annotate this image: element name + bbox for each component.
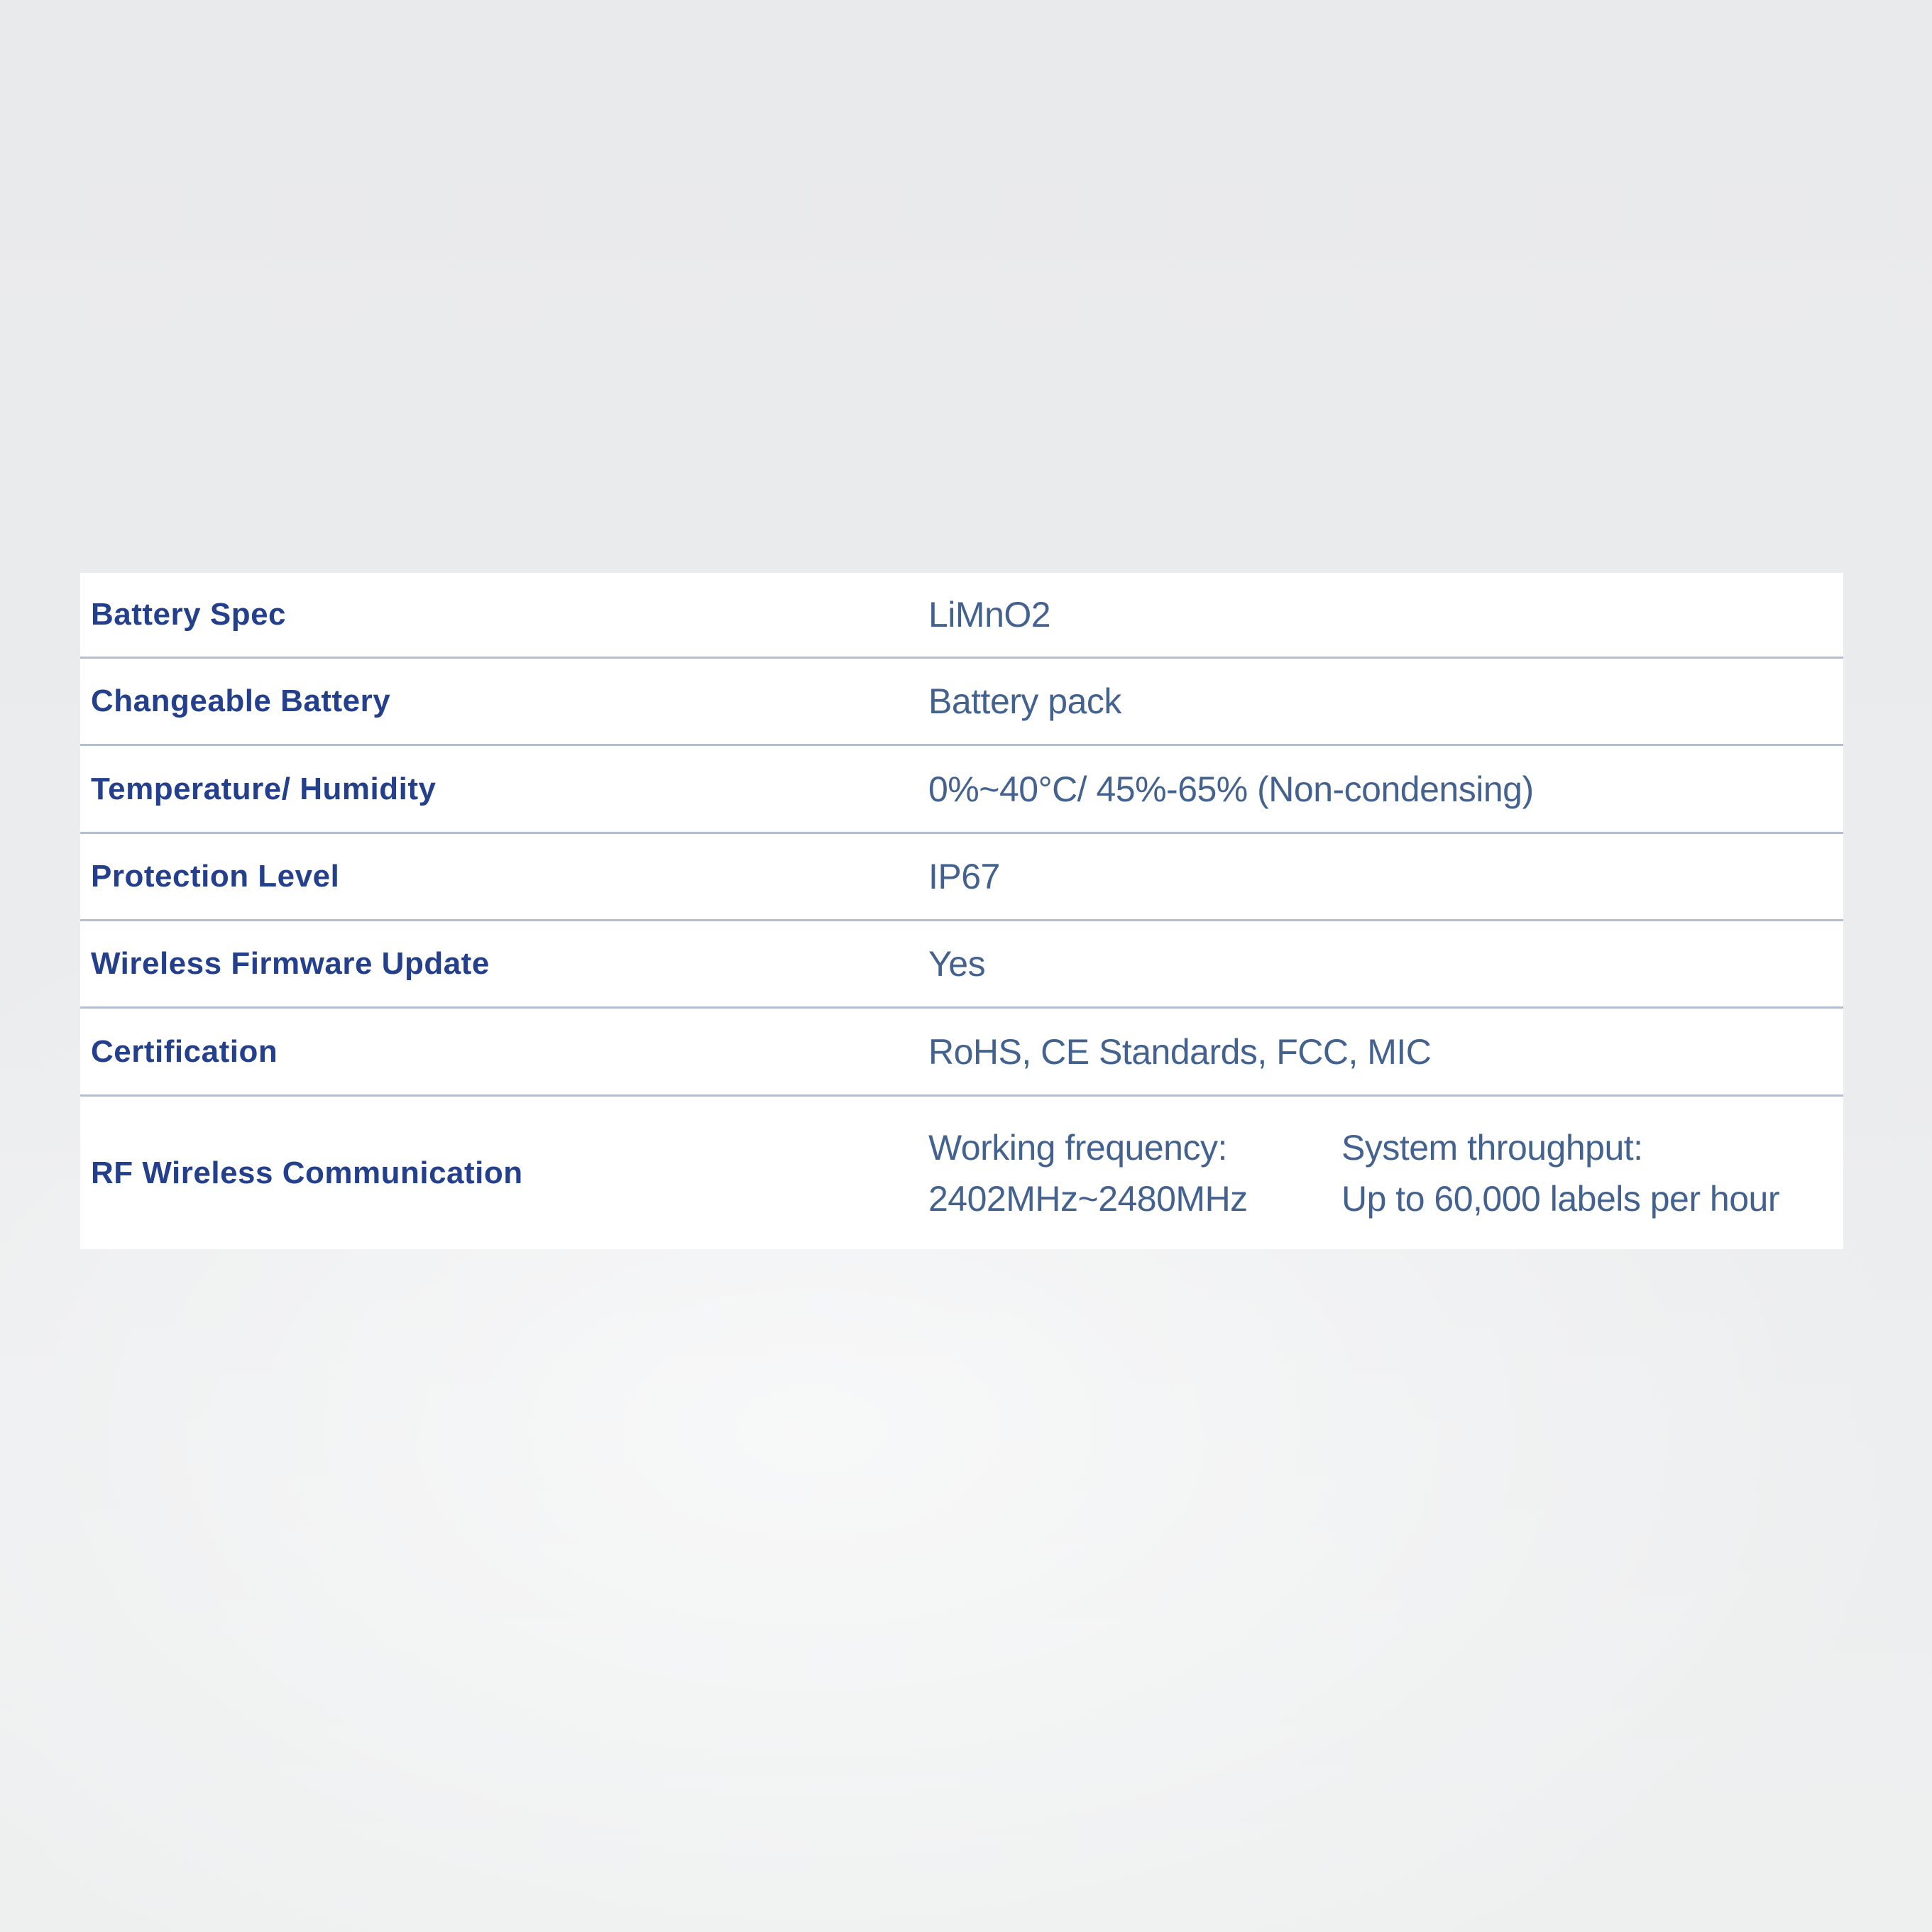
spec-value-changeable-battery: Battery pack — [928, 681, 1121, 721]
table-row — [80, 573, 1843, 657]
table-row — [80, 1006, 1843, 1094]
table-row — [80, 832, 1843, 919]
spec-label-protection-level: Protection Level — [91, 859, 340, 894]
spec-value-rf-wireless-communication — [928, 1122, 1843, 1224]
spec-label-rf-wireless-communication: RF Wireless Communication — [91, 1155, 523, 1190]
spec-value-certification: RoHS, CE Standards, FCC, MIC — [928, 1031, 1432, 1072]
working-frequency-block — [928, 1122, 1341, 1224]
system-throughput-value: Up to 60,000 labels per hour — [1341, 1178, 1779, 1219]
spec-label-changeable-battery: Changeable Battery — [91, 684, 391, 718]
table-row — [80, 1094, 1843, 1249]
working-frequency-label: Working frequency: — [928, 1127, 1227, 1168]
spec-label-temperature-humidity: Temperature/ Humidity — [91, 771, 437, 806]
spec-value-wireless-firmware-update: Yes — [928, 944, 986, 984]
spec-value-battery-spec: LiMnO2 — [928, 595, 1051, 635]
spec-value-protection-level: IP67 — [928, 857, 1000, 896]
system-throughput-label: System throughput: — [1341, 1127, 1643, 1168]
spec-label-certification: Certification — [91, 1033, 278, 1069]
spec-label-battery-spec: Battery Spec — [91, 597, 287, 632]
spec-table — [80, 573, 1843, 1249]
table-row — [80, 919, 1843, 1006]
working-frequency-value: 2402MHz~2480MHz — [928, 1178, 1248, 1219]
table-row — [80, 657, 1843, 744]
table-row — [80, 744, 1843, 832]
spec-value-temperature-humidity: 0%~40°C/ 45%-65% (Non-condensing) — [928, 769, 1534, 809]
system-throughput-block — [1341, 1122, 1779, 1224]
spec-label-wireless-firmware-update: Wireless Firmware Update — [91, 946, 490, 981]
